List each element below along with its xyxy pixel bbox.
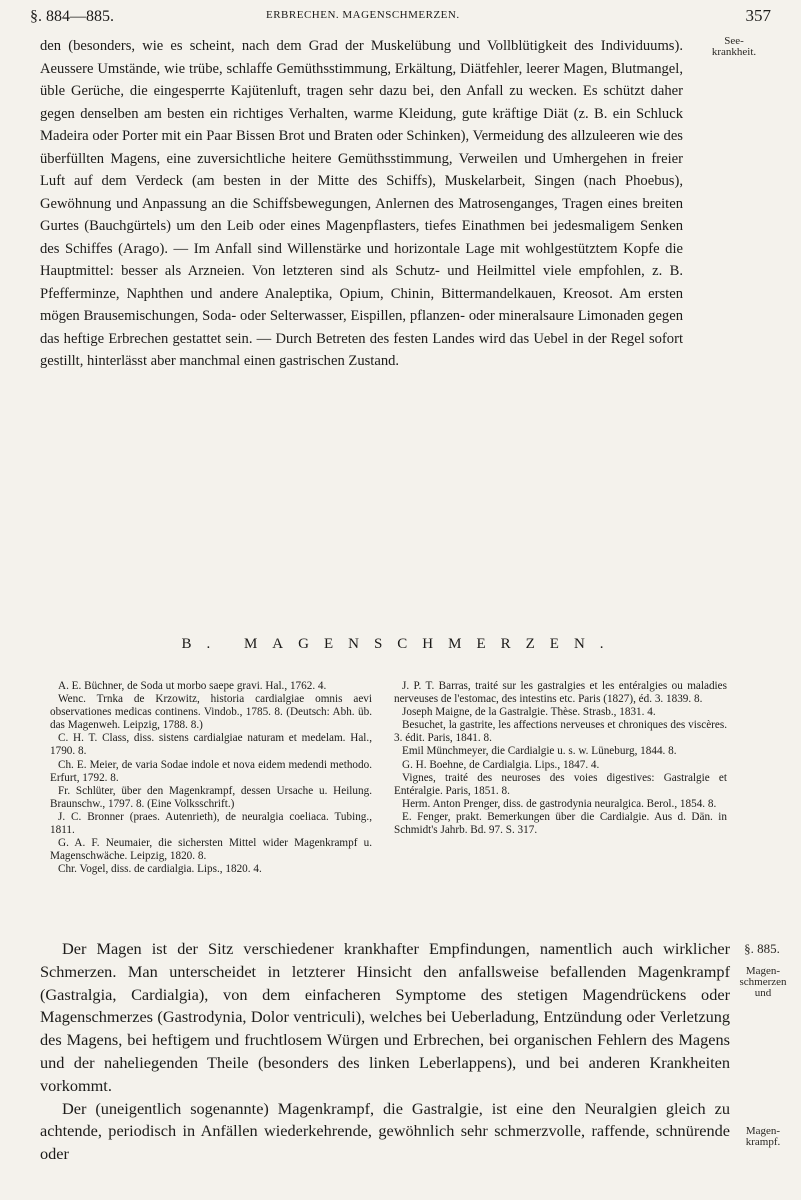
bibliography-entry: A. E. Büchner, de Soda ut morbo saepe gravi. Hal., 1762. 4. — [58, 680, 327, 692]
bibliography-entry: Wenc. Trnka de Krzowitz, historia cardialgiae omnis aevi observationes medicas continens. Vindob., 1785. 8. (Deutsch: Abh. üb. das Magenweh. Leipzig, 1788. 8.) — [50, 693, 372, 732]
bibliography-right-column — [394, 680, 727, 837]
bibliography-entry: Herm. Anton Prenger, diss. de gastrodynia neuralgica. Berol., 1854. 8. — [402, 797, 717, 810]
page-number: 357 — [745, 6, 771, 25]
margin-note-seekrankheit: See- krankheit. — [711, 35, 757, 58]
bibliography-entry: Emil Münchmeyer, die Cardialgie u. s. w. Lüneburg, 1844. 8. — [402, 745, 677, 758]
section-heading: B. MAGENSCHMERZEN. — [181, 636, 619, 652]
bibliography-entry: Besuchet, la gastrite, les affections nerveuses et chroniques des viscères. 3. édit. Paris, 1841. 8. — [394, 719, 727, 745]
bibliography-entry: J. C. Bronner (praes. Autenrieth), de neuralgia coeliaca. Tubing., 1811. — [50, 810, 372, 837]
margin-note-magenkrampf: Magen- krampf. — [745, 1125, 781, 1148]
main-text-block — [40, 938, 730, 1166]
body-paragraph-1: Der Magen ist der Sitz verschiedener krankhafter Empfindungen, namentlich auch wirklicher Schmerzen. Man unterscheidet in letzterer Hinsicht den anfallsweise befallenden Magenkrampf (Gastralgia, Cardialgia), von dem einfacheren Symptome des stetigen Magendrückens oder Magenschmerzes (Gastrodynia, Dolor ventriculi), welches bei Ueberladung, Entzündung oder Verletzung des Magens, bei heftigem und fruchtlosem Würgen und Erbrechen, bei organischen Fehlern des Magens und der naheliegenden Theile (besonders des linken Leberlappens), und bei anderen Krankheiten vorkommt. — [40, 939, 730, 1095]
bibliography-left-column — [50, 680, 372, 876]
bibliography-entry: E. Fenger, prakt. Bemerkungen über die Cardialgie. Aus d. Dän. in Schmidt's Jahrb. Bd. 97. S. 317. — [394, 810, 727, 837]
section-reference: §. 884—885. — [30, 8, 114, 25]
body-paragraph-2: Der (uneigentlich sogenannte) Magenkrampf, die Gastralgie, ist eine den Neuralgien gleich zu achtende, periodisch in Anfällen wiederkehrende, gewöhnlich sehr schmerzvolle, raffende, schnürende oder — [40, 1098, 730, 1164]
intro-paragraph: den (besonders, wie es scheint, nach dem Grad der Muskelübung und Vollblütigkeit des Individuums). Aeussere Umstände, wie trübe, schlaffe Gemüthsstimmung, Erkältung, Diätfehler, leerer Magen, Blutmangel, üble Gerüche, die eingesperrte Kajütenluft, tragen sehr dazu bei, den Anfall zu wecken. Es schützt daher gegen denselben am besten ein richtiges Verhalten, warme Kleidung, gute kräftige Diät (z. B. ein Schluck Madeira oder Porter mit ein Paar Bissen Brot und Braten oder Schinken), Vermeidung des allzuleeren wie des überfüllten Magens, eine zuversichtliche heitere Gemüthsstimmung, Verweilen und Umhergehen in freier Luft auf dem Verdeck (am besten in der Mitte des Schiffs), Muskelarbeit, Singen (nach Phoebus), Gewöhnung und Anpassung an die Schiffsbewegungen, Anlernen des Matrosenganges, Tragen eines breiten Gurtes (Bauchgürtels) um den Leib oder eines Magenpflasters, tiefes Einathmen bei jedesmaligem Senken des Schiffes (Arago). — Im Anfall sind Willenstärke und horizontale Lage mit wohlgestütztem Kopfe die Hauptmittel: besser als Arzneien. Von letzteren sind als Schutz- und Heilmittel viele empfohlen, z. B. Pfefferminze, Naphthen und andere Analeptika, Opium, Chinin, Bittermandelkauen, Kreosot. Am ersten mögen Brausemischungen, Soda- oder Selterwasser, Eispillen, pflanzen- oder mineralsaure Limonaden gegen das heftige Erbrechen gestattet sein. — Durch Betreten des festen Landes wird das Uebel in der Regel sofort gestillt, hinterlässt aber manchmal einen gastrischen Zustand. — [40, 38, 683, 369]
bibliography-entry: C. H. T. Class, diss. sistens cardialgiae naturam et medelam. Hal., 1790. 8. — [50, 732, 372, 758]
bibliography-entry: Fr. Schlüter, über den Magenkrampf, dessen Ursache u. Heilung. Braunschw., 1797. 8. (Eine Volksschrift.) — [50, 784, 372, 810]
page-header — [30, 6, 773, 30]
running-title: ERBRECHEN. MAGENSCHMERZEN. — [266, 9, 460, 21]
bibliography-entry: Ch. E. Meier, de varia Sodae indole et nova eidem medendi methodo. Erfurt, 1792. 8. — [50, 758, 372, 784]
bibliography-entry: Joseph Maigne, de la Gastralgie. Thèse. Strasb., 1831. 4. — [402, 706, 656, 719]
margin-note-section-885: §. 885. — [744, 941, 780, 956]
bibliography-entry: Chr. Vogel, diss. de cardialgia. Lips., 1820. 4. — [58, 863, 262, 876]
bibliography-entry: G. H. Boehne, de Cardialgia. Lips., 1847. 4. — [402, 758, 600, 771]
bibliography-entry: Vignes, traité des neuroses des voies digestives: Gastralgie et Entéralgie. Paris, 1851. 8. — [394, 771, 727, 797]
bibliography-entry: G. A. F. Neumaier, die sichersten Mittel wider Magenkrampf u. Magenschwäche. Leipzig, 1820. 8. — [50, 837, 372, 863]
bibliography-entry: J. P. T. Barras, traité sur les gastralgies et les entéralgies ou maladies nerveuses de l'estomac, des intestins etc. Paris (1827), éd. 3. 1839. 8. — [394, 680, 727, 706]
margin-note-magenschmerzen: Magen- schmerzen und — [739, 965, 787, 999]
intro-text-block — [40, 35, 683, 373]
